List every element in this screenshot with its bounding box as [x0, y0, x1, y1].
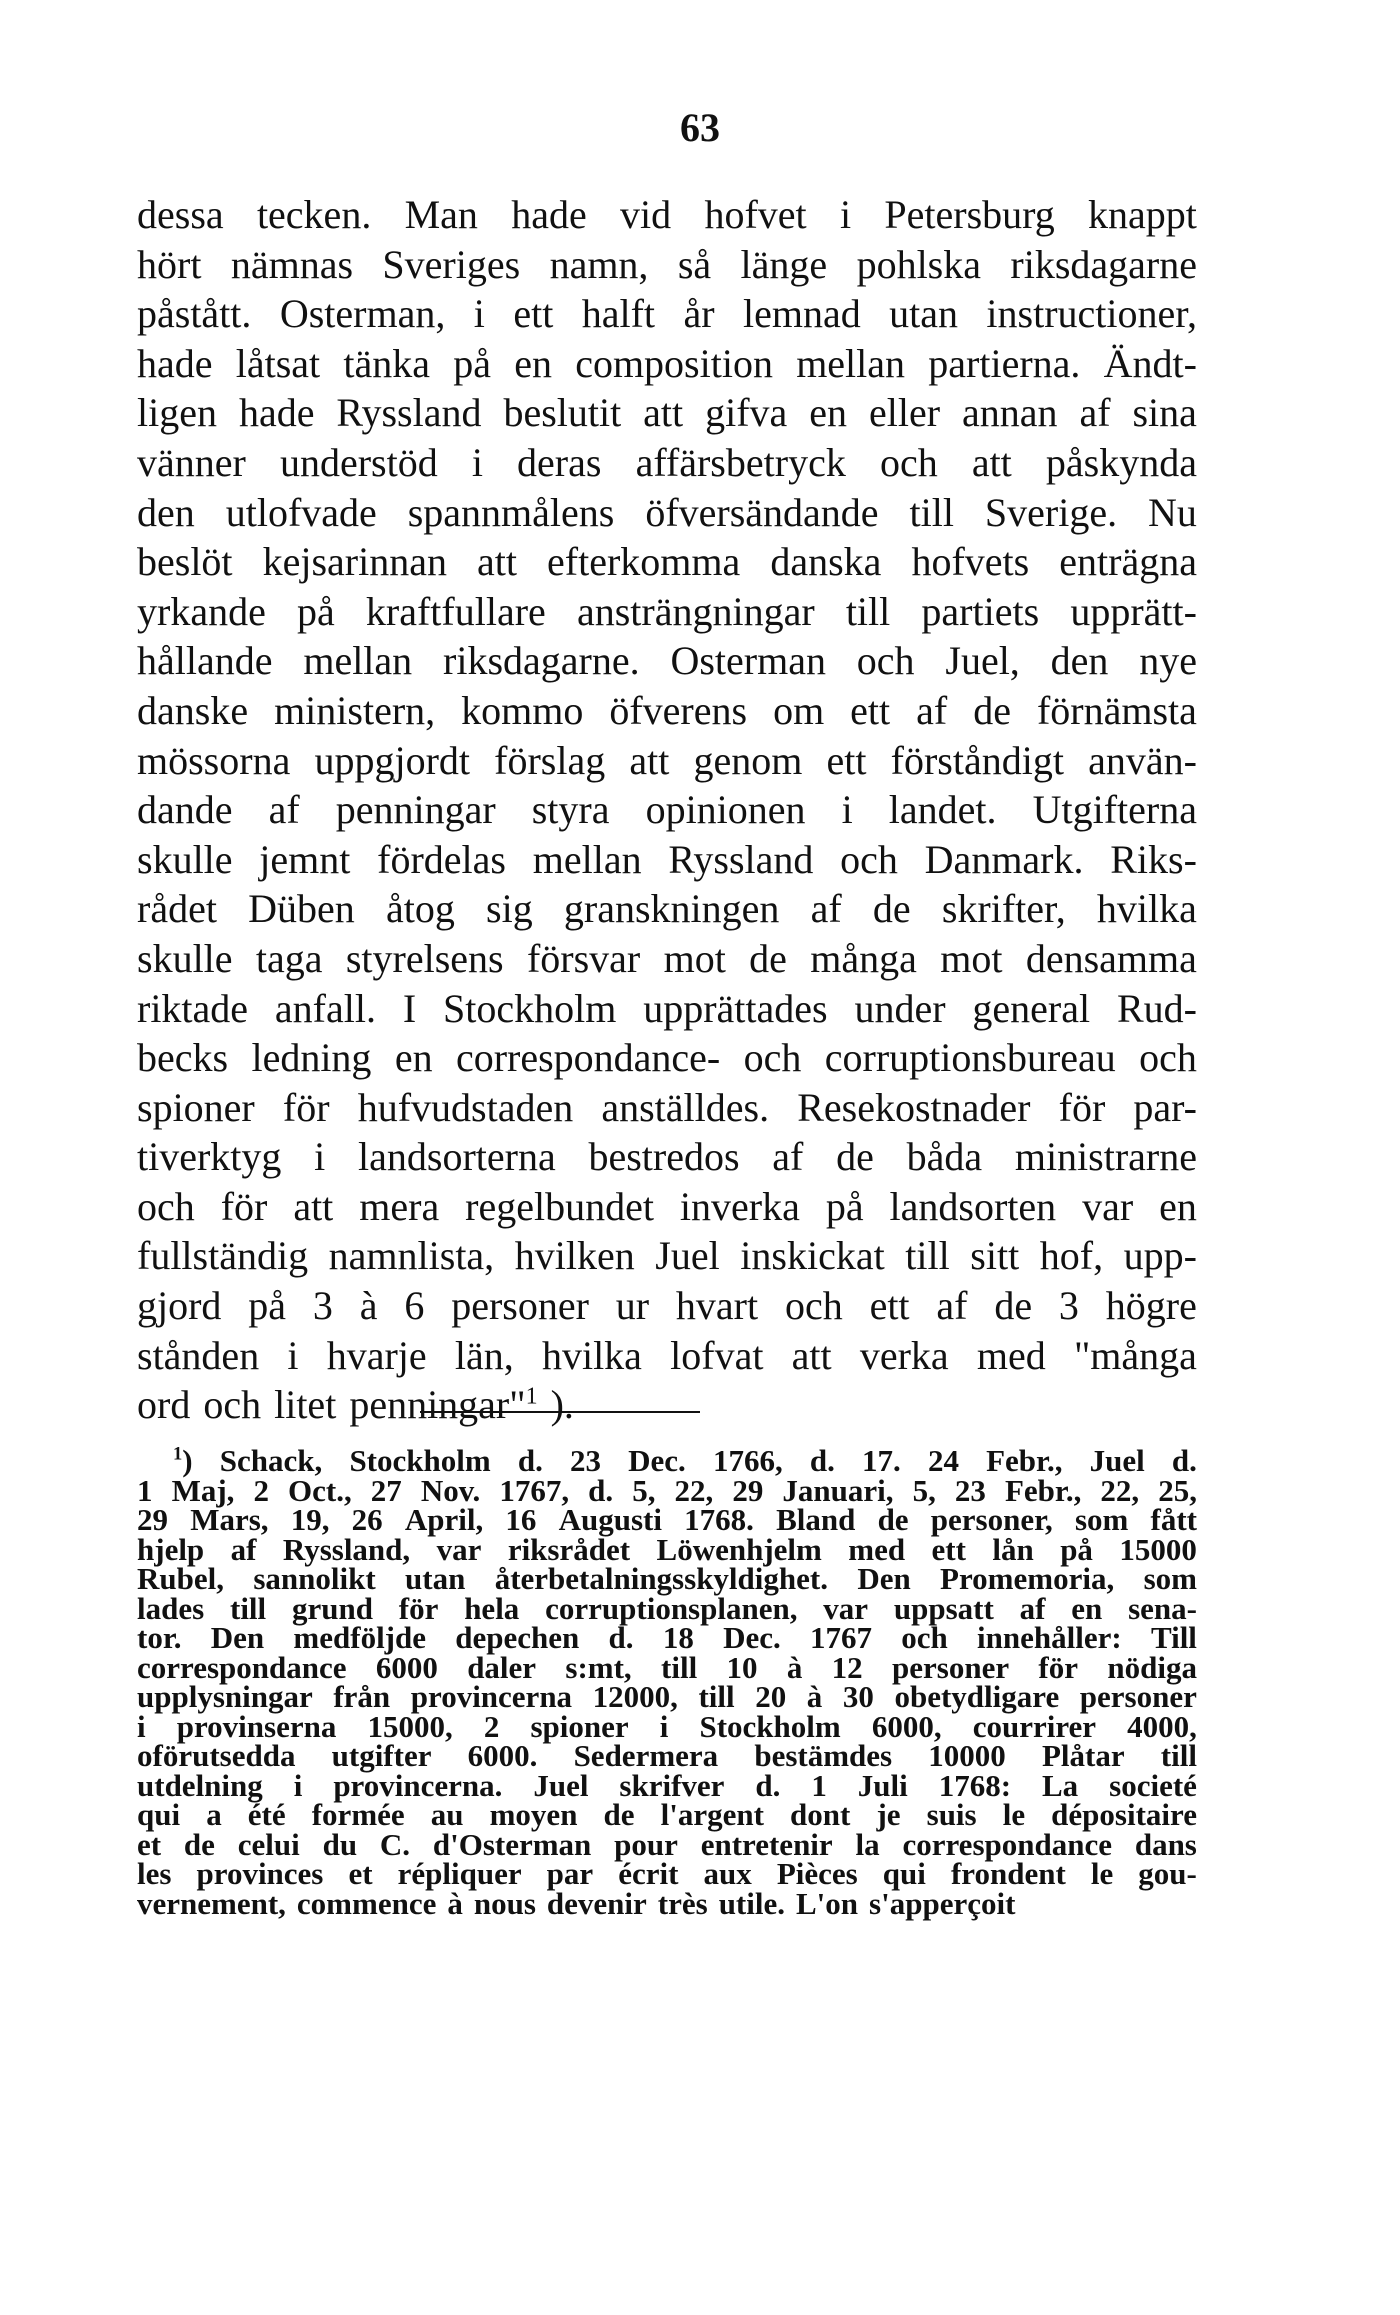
- footnote-line: i provinserna 15000, 2 spioner i Stockholm 6000, courrirer 4000,: [137, 1708, 1197, 1744]
- body-line: vänner understöd i deras affärsbetryck och att påskynda: [137, 439, 1197, 485]
- body-line: fullständig namnlista, hvilken Juel inskickat till sitt hof, upp-: [137, 1233, 1197, 1279]
- body-line: spioner för hufvudstaden anställdes. Resekostnader för par-: [137, 1084, 1197, 1130]
- body-line: påstått. Osterman, i ett halft år lemnad utan instructioner,: [137, 291, 1197, 337]
- body-line: ligen hade Ryssland beslutit att gifva en eller annan af sina: [137, 390, 1197, 436]
- footnote-line: hjelp af Ryssland, var riksrådet Löwenhjelm med ett lån på 15000: [137, 1531, 1197, 1567]
- body-text: [137, 190, 1197, 1430]
- body-line: skulle jemnt fördelas mellan Ryssland och Danmark. Riks-: [137, 836, 1197, 882]
- body-line: hört nämnas Sveriges namn, så länge pohlska riksdagarne: [137, 241, 1197, 287]
- body-line: stånden i hvarje län, hvilka lofvat att verka med "många: [137, 1332, 1197, 1378]
- footnote-line: 1 Maj, 2 Oct., 27 Nov. 1767, d. 5, 22, 29 Januari, 5, 23 Febr., 22, 25,: [137, 1472, 1197, 1508]
- body-line: hade låtsat tänka på en composition mellan partierna. Ändt-: [137, 340, 1197, 386]
- footnote-line: vernement, commence à nous devenir très utile. L'on s'apperçoit: [137, 1885, 1016, 1921]
- body-line: dande af penningar styra opinionen i landet. Utgifterna: [137, 787, 1197, 833]
- body-line: tiverktyg i landsorterna bestredos af de båda ministrarne: [137, 1134, 1197, 1180]
- body-line: riktade anfall. I Stockholm upprättades under general Rud-: [137, 985, 1197, 1031]
- footnote-line: Rubel, sannolikt utan återbetalningsskyldighet. Den Promemoria, som: [137, 1561, 1197, 1596]
- footnote-line: upplysningar från provincerna 12000, till 20 à 30 obetydligare personer: [137, 1679, 1197, 1714]
- footnote-line: correspondance 6000 daler s:mt, till 10 à 12 personer för nödiga: [137, 1649, 1197, 1685]
- body-line: becks ledning en correspondance- och corruptionsbureau och: [137, 1035, 1197, 1081]
- body-line: skulle taga styrelsens försvar mot de många mot densamma: [137, 935, 1197, 981]
- body-line: och för att mera regelbundet inverka på landsorten var en: [137, 1183, 1197, 1229]
- body-end: ).: [550, 1382, 574, 1428]
- footnote-divider: [420, 1411, 700, 1413]
- footnote-line: utdelning i provincerna. Juel skrifver d. 1 Juli 1768: La societé: [137, 1767, 1197, 1803]
- body-line: rådet Düben åtog sig granskningen af de skrifter, hvilka: [137, 886, 1197, 932]
- body-line: danske ministern, kommo öfverens om ett af de förnämsta: [137, 687, 1197, 733]
- footnote-line: qui a été formée au moyen de l'argent dont je suis le dépositaire: [137, 1797, 1197, 1832]
- footnote-line: $^1$) Schack, Stockholm d. 23 Dec. 1766, d. 17. 24 Febr., Juel d.: [173, 1443, 1197, 1478]
- footnote-line: 29 Mars, 19, 26 April, 16 Augusti 1768. Bland de personer, som fått: [137, 1502, 1197, 1537]
- footnote-line: tor. Den medföljde depechen d. 18 Dec. 1767 och innehåller: Till: [137, 1620, 1197, 1655]
- footnote-line: lades till grund för hela corruptionsplanen, var uppsatt af en sena-: [137, 1590, 1197, 1626]
- footnote-reference: 1: [525, 1383, 538, 1410]
- body-line: mössorna uppgjordt förslag att genom ett förståndigt använ-: [137, 737, 1197, 783]
- body-line: den utlofvade spannmålens öfversändande till Sverige. Nu: [137, 489, 1197, 535]
- body-line: gjord på 3 à 6 personer ur hvart och ett af de 3 högre: [137, 1283, 1197, 1329]
- body-line: yrkande på kraftfullare ansträngningar till partiets upprätt-: [137, 588, 1197, 634]
- footnote-line: les provinces et répliquer par écrit aux Pièces qui frondent le gou-: [137, 1856, 1197, 1891]
- footnote-line: et de celui du C. d'Osterman pour entretenir la correspondance dans: [137, 1826, 1197, 1862]
- page-number: 63: [680, 105, 720, 150]
- body-line: ord och litet penningar"$^1$ ).: [137, 1380, 1197, 1430]
- footnote-line: oförutsedda utgifter 6000. Sedermera bestämdes 10000 Plåtar till: [137, 1738, 1197, 1773]
- body-line: hållande mellan riksdagarne. Osterman och Juel, den nye: [137, 638, 1197, 684]
- footnote-marker: 1: [173, 1443, 183, 1465]
- footnotes: [137, 1443, 1197, 1921]
- body-line: beslöt kejsarinnan att efterkomma danska hofvets enträgna: [137, 539, 1197, 585]
- body-line: dessa tecken. Man hade vid hofvet i Petersburg knappt: [137, 192, 1197, 237]
